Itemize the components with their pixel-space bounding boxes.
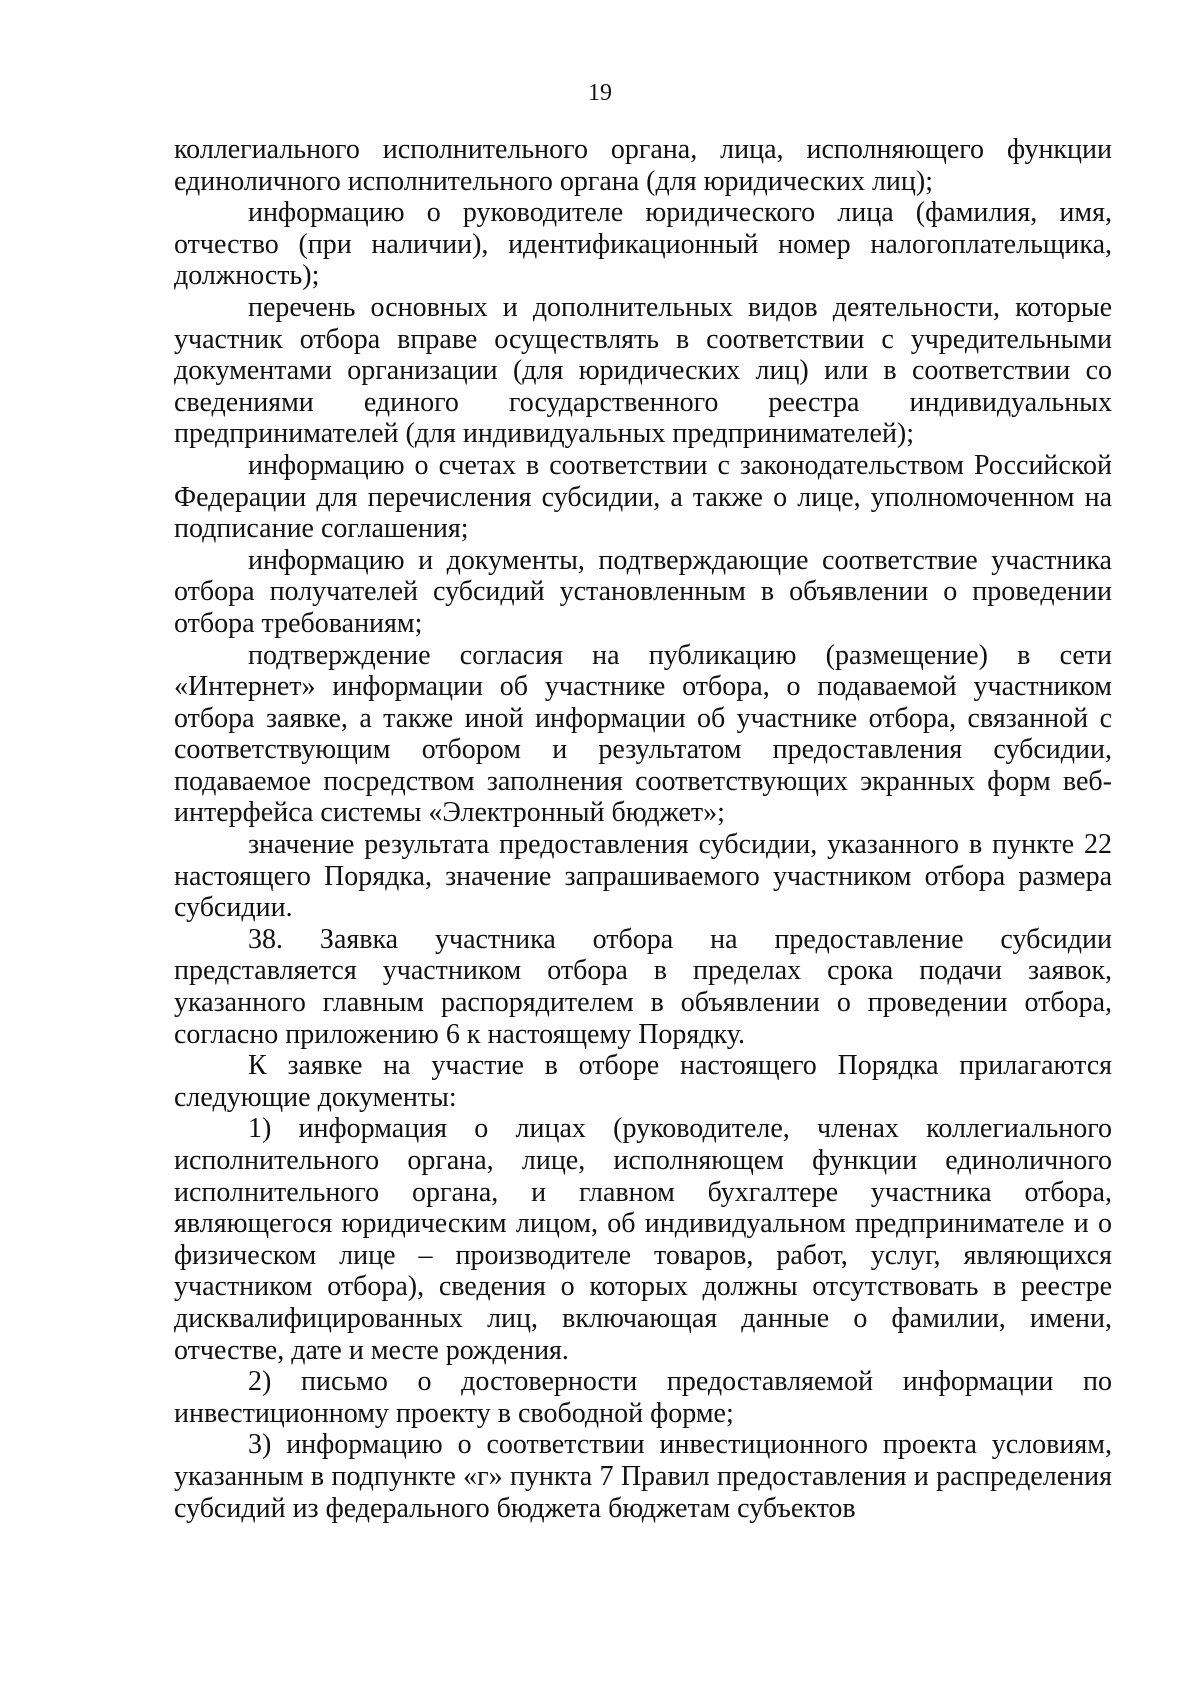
list-item-1: 1) информация о лицах (руководителе, членах коллегиального исполнительного органа, лице, исполняющем функции единоличного исполнительного органа, и главном бухгалтере участника отбора, являющегося юридическим лицом, об индивидуальном предпринимателе и о физическом лице – производителе товаров, работ, услуг, являющихся участником отбора), сведения о которых должны отсутствовать в реестре дисквалифицированных лиц, включающая данные о фамилии, имени, отчестве, дате и месте рождения. — [174, 1113, 1112, 1366]
list-item-3: 3) информацию о соответствии инвестиционного проекта условиям, указанным в подпункте «г» пункта 7 Правил предоставления и распределения субсидий из федерального бюджета бюджетам субъектов — [174, 1429, 1112, 1524]
paragraph-leader-info: информацию о руководителе юридического лица (фамилия, имя, отчество (при наличии), идентификационный номер налогоплательщика, должность); — [174, 197, 1112, 292]
paragraph-result-value: значение результата предоставления субсидии, указанного в пункте 22 настоящего Порядка, значение запрашиваемого участником отбора размера субсидии. — [174, 829, 1112, 924]
paragraph-accounts-info: информацию о счетах в соответствии с законодательством Российской Федерации для перечисления субсидии, а также о лице, уполномоченном на подписание соглашения; — [174, 449, 1112, 545]
list-item-2: 2) письмо о достоверности предоставляемой информации по инвестиционному проекту в свободной форме; — [174, 1366, 1112, 1429]
paragraph-attached-docs: К заявке на участие в отборе настоящего Порядка прилагаются следующие документы: — [174, 1050, 1112, 1113]
paragraph-compliance-docs: информацию и документы, подтверждающие соответствие участника отбора получателей субсидий установленным в объявлении о проведении отбора требованиям; — [174, 544, 1112, 639]
page-number: 19 — [588, 80, 612, 106]
paragraph-clause-38: 38. Заявка участника отбора на предоставление субсидии представляется участником отбора в пределах срока подачи заявок, указанного главным распорядителем в объявлении о проведении отбора, согласно приложению 6 к настоящему Порядку. — [174, 923, 1112, 1050]
document-body — [174, 134, 1112, 1524]
paragraph-publication-consent: подтверждение согласия на публикацию (размещение) в сети «Интернет» информации об участнике отбора, о подаваемой участником отбора заявке, а также иной информации об участнике отбора, связанной с соответствующим отбором и результатом предоставления субсидии, подаваемое посредством заполнения соответствующих экранных форм веб-интерфейса системы «Электронный бюджет»; — [174, 639, 1112, 829]
paragraph-activities-list: перечень основных и дополнительных видов деятельности, которые участник отбора вправе осуществлять в соответствии с учредительными документами организации (для юридических лиц) или в соответствии со сведениями единого государственного реестра индивидуальных предпринимателей (для индивидуальных предпринимателей); — [174, 291, 1112, 450]
paragraph-continuation: коллегиального исполнительного органа, лица, исполняющего функции единоличного исполнительного органа (для юридических лиц); — [174, 134, 1112, 197]
